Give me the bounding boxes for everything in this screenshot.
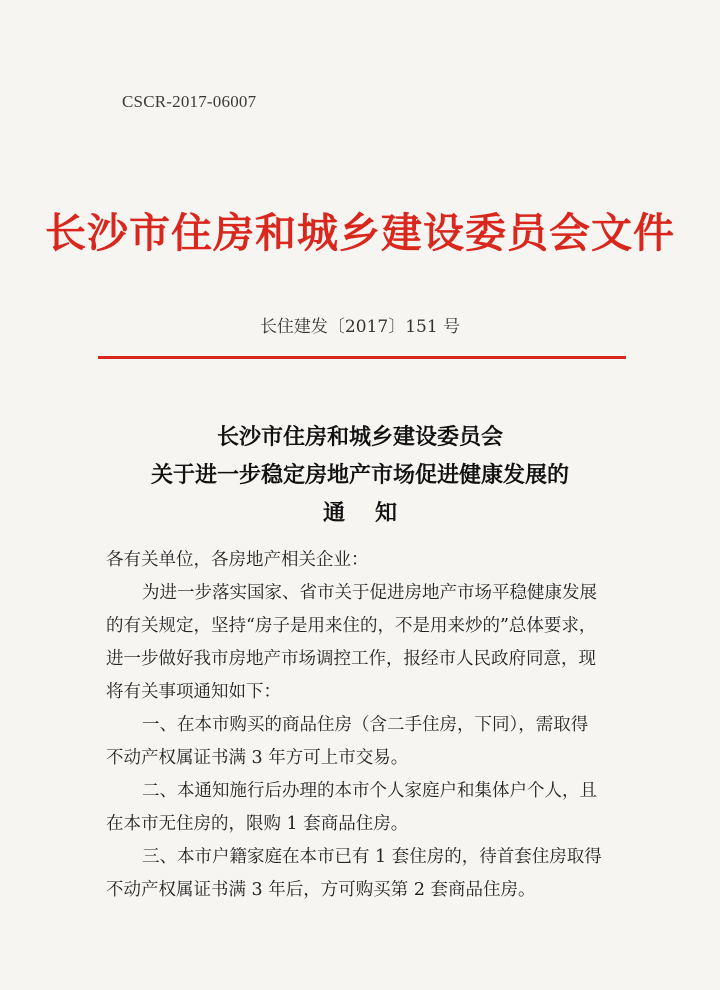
item-three-line: 三、本市户籍家庭在本市已有 1 套住房的，待首套住房取得 bbox=[142, 847, 602, 867]
item-two-line: 二、本通知施行后办理的本市个人家庭户和集体户个人，且 bbox=[142, 781, 597, 801]
document-number: 长住建发〔2017〕151 号 bbox=[259, 317, 461, 337]
paragraph-line: 为进一步落实国家、省市关于促进房地产市场平稳健康发展 bbox=[142, 583, 597, 603]
item-one-line: 一、在本市购买的商品住房（含二手住房，下同），需取得 bbox=[142, 715, 589, 735]
paragraph-line: 将有关事项通知如下： bbox=[106, 682, 281, 702]
notice-body bbox=[106, 544, 626, 907]
item-two-line: 在本市无住房的，限购 1 套商品住房。 bbox=[106, 814, 409, 834]
notice-title bbox=[0, 418, 720, 532]
paragraph-line: 的有关规定，坚持“房子是用来住的，不是用来炒的”总体要求， bbox=[106, 616, 597, 636]
notice-title-line-1: 长沙市住房和城乡建设委员会 bbox=[216, 424, 503, 450]
paragraph-line: 进一步做好我市房地产市场调控工作，报经市人民政府同意，现 bbox=[106, 649, 596, 669]
red-divider-line bbox=[98, 356, 626, 359]
addressee-line: 各有关单位，各房地产相关企业： bbox=[106, 550, 369, 570]
issuer-header-title: 长沙市住房和城乡建设委员会文件 bbox=[45, 209, 675, 257]
notice-title-line-2: 关于进一步稳定房地产市场促进健康发展的 bbox=[150, 462, 569, 488]
notice-title-line-3: 通知 bbox=[322, 500, 427, 526]
document-code: CSCR-2017-06007 bbox=[122, 92, 257, 111]
item-one-line: 不动产权属证书满 3 年方可上市交易。 bbox=[106, 748, 409, 768]
item-three-line: 不动产权属证书满 3 年后，方可购买第 2 套商品住房。 bbox=[106, 880, 536, 900]
